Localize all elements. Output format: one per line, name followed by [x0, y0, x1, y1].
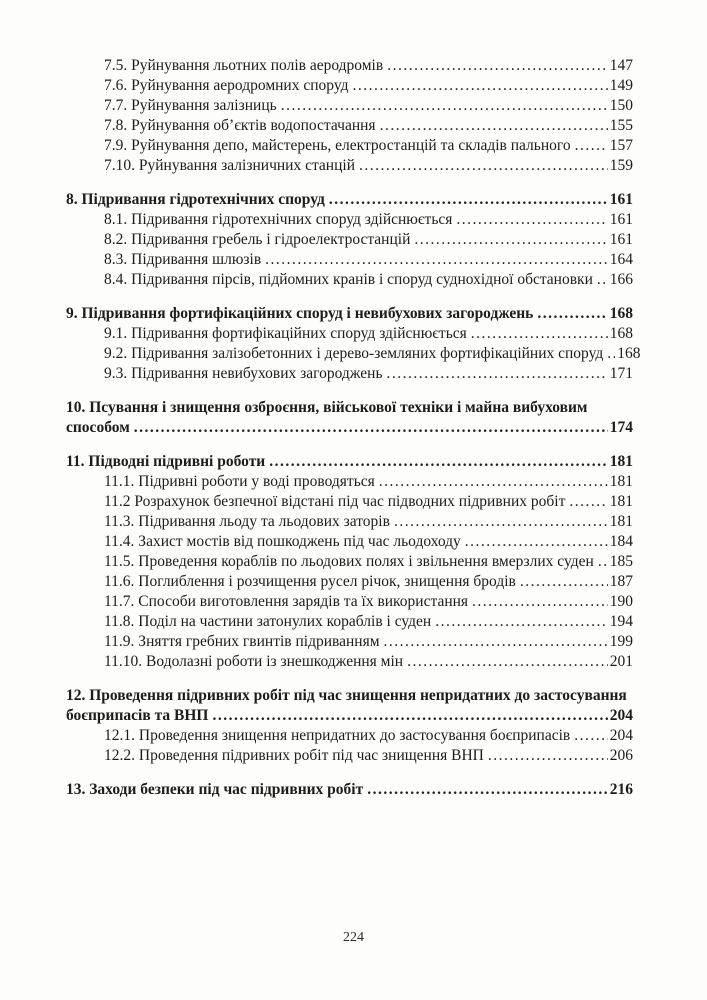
toc-page-number: 204: [609, 707, 633, 724]
toc-entry-label: 11.8. Поділ на частини затонулих кораблів і суден: [104, 613, 432, 630]
toc-group: [66, 304, 641, 384]
toc-entry: [66, 472, 633, 492]
toc-entry-label: 7.6. Руйнування аеродромних споруд: [104, 77, 349, 94]
dot-leader: [472, 592, 608, 612]
dot-leader: [352, 76, 607, 96]
toc-entry: [66, 726, 633, 746]
toc-page-number: 147: [609, 57, 633, 74]
toc-page-number: 159: [609, 157, 633, 174]
toc-page-number: 181: [609, 493, 633, 510]
toc-entry: [66, 116, 633, 136]
toc-entry-label: 7.10. Руйнування залізничних станцій: [104, 157, 355, 174]
toc-group: [66, 190, 633, 290]
dot-leader: [379, 472, 608, 492]
toc-page-number: 168: [609, 305, 633, 322]
toc-entry: [66, 492, 633, 512]
toc-chapter-entry: [66, 706, 633, 726]
dot-leader: [574, 726, 608, 746]
toc-entry-label: 11.4. Захист мостів від пошкоджень під час льодоходу: [104, 533, 461, 550]
toc-entry: [66, 592, 633, 612]
toc-group: [66, 780, 633, 800]
footer-page-number: 224: [343, 930, 364, 945]
toc-page-number: 149: [609, 77, 633, 94]
toc-entry: [66, 512, 633, 532]
toc-page-number: 184: [609, 533, 633, 550]
toc-page-number: 204: [609, 727, 633, 744]
toc-group: [66, 686, 633, 766]
toc-entry: [66, 552, 633, 572]
toc-entry-label: 11.9. Зняття гребних гвинтів підриванням: [104, 633, 380, 650]
toc-page-number: 194: [609, 613, 633, 630]
table-of-contents: [66, 56, 641, 814]
toc-page-number: 161: [609, 231, 633, 248]
toc-entry-label: 7.8. Руйнування об’єктів водопостачання: [104, 117, 376, 134]
toc-chapter-entry: [66, 686, 633, 706]
toc-entry-label: 12.1. Проведення знищення непридатних до застосування боєприпасів: [104, 727, 571, 744]
toc-entry: [66, 96, 633, 116]
toc-entry-label: 9. Підривання фортифікаційних споруд і невибухових загороджень: [66, 305, 534, 322]
dot-leader: [134, 418, 608, 438]
toc-entry: [66, 746, 633, 766]
toc-entry-label: 9.3. Підривання невибухових загороджень: [104, 365, 383, 382]
toc-page-number: 164: [609, 251, 633, 268]
toc-entry-label: способом: [66, 419, 130, 436]
toc-entry: [66, 136, 633, 156]
dot-leader: [456, 210, 607, 230]
toc-page-number: 168: [617, 345, 641, 362]
toc-entry: [66, 652, 633, 672]
toc-entry-label: 13. Заходи безпеки під час підривних робіт: [66, 781, 364, 798]
toc-page-number: 150: [609, 97, 633, 114]
dot-leader: [212, 706, 607, 726]
toc-entry-label: 7.7. Руйнування залізниць: [104, 97, 277, 114]
dot-leader: [329, 190, 608, 210]
toc-entry-label: боєприпасів та ВНП: [66, 707, 209, 724]
dot-leader: [407, 652, 608, 672]
toc-entry-label: 7.5. Руйнування льотних полів аеродромів: [104, 57, 384, 74]
dot-leader: [281, 96, 608, 116]
toc-page-number: 201: [609, 653, 633, 670]
toc-page-number: 181: [609, 473, 633, 490]
toc-page-number: 161: [609, 191, 633, 208]
toc-entry: [66, 632, 633, 652]
toc-group: [66, 398, 633, 438]
toc-entry-label: 11.3. Підривання льоду та льодових заторів: [104, 513, 390, 530]
toc-entry-label: 8.3. Підривання шлюзів: [104, 251, 262, 268]
toc-entry-label: 11.7. Способи виготовлення зарядів та їх використання: [104, 593, 469, 610]
toc-page-number: 187: [609, 573, 633, 590]
dot-leader: [520, 572, 608, 592]
toc-page-number: 206: [609, 747, 633, 764]
dot-leader: [394, 512, 608, 532]
toc-entry-label: 11.2 Розрахунок безпечної відстані під час підводних підривних робіт: [104, 493, 566, 510]
toc-entry-label: 9.1. Підривання фортифікаційних споруд здійснюється: [104, 325, 467, 342]
toc-chapter-entry: [66, 418, 633, 438]
dot-leader: [488, 746, 608, 766]
dot-leader: [387, 364, 608, 384]
toc-chapter-entry: [66, 190, 633, 210]
toc-page-number: 168: [609, 325, 633, 342]
toc-entry: [66, 344, 641, 364]
toc-entry: [66, 230, 633, 250]
toc-entry: [66, 364, 633, 384]
toc-page-number: 174: [609, 419, 633, 436]
toc-entry-label: 11.6. Поглиблення і розчищення русел річок, знищення бродів: [104, 573, 516, 590]
dot-leader: [435, 612, 608, 632]
toc-page-number: 166: [609, 271, 633, 288]
toc-entry: [66, 572, 633, 592]
toc-entry-label: 11.5. Проведення кораблів по льодових полях і звільнення вмерзлих суден: [104, 553, 594, 570]
toc-entry: [66, 270, 633, 290]
dot-leader: [465, 532, 608, 552]
dot-leader: [471, 324, 608, 344]
toc-page-number: 199: [609, 633, 633, 650]
toc-entry-label: 12. Проведення підривних робіт під час знищення непридатних до застосування: [66, 687, 627, 704]
toc-page-number: 181: [609, 453, 633, 470]
toc-entry-label: 8.1. Підривання гідротехнічних споруд здійснюється: [104, 211, 453, 228]
toc-group: [66, 452, 633, 672]
toc-entry: [66, 56, 633, 76]
toc-page-number: 216: [609, 781, 633, 798]
toc-entry-label: 11.1. Підривні роботи у воді проводяться: [104, 473, 375, 490]
dot-leader: [384, 632, 608, 652]
dot-leader: [367, 780, 608, 800]
dot-leader: [387, 56, 608, 76]
toc-entry-label: 12.2. Проведення підривних робіт під час знищення ВНП: [104, 747, 484, 764]
dot-leader: [269, 452, 608, 472]
toc-entry-label: 7.9. Руйнування депо, майстерень, електростанцій та складів пального: [104, 137, 571, 154]
toc-page-number: 155: [609, 117, 633, 134]
toc-entry-label: 10. Псування і знищення озброєння, військової техніки і майна вибуховим: [66, 399, 588, 416]
toc-entry: [66, 612, 633, 632]
toc-entry-label: 11. Підводні підривні роботи: [66, 453, 266, 470]
dot-leader: [359, 156, 608, 176]
dot-leader: [598, 552, 608, 572]
toc-entry: [66, 250, 633, 270]
dot-leader: [265, 250, 608, 270]
toc-entry-label: 11.10. Водолазні роботи із знешкодження мін: [104, 653, 404, 670]
toc-entry-label: 8.4. Підривання пірсів, підйомних кранів і споруд суднохідної обстановки: [104, 271, 593, 288]
dot-leader: [597, 270, 608, 290]
toc-chapter-entry: [66, 780, 633, 800]
toc-page-number: 185: [609, 553, 633, 570]
dot-leader: [575, 136, 608, 156]
dot-leader: [537, 304, 607, 324]
toc-chapter-entry: [66, 452, 633, 472]
toc-entry-label: 8. Підривання гідротехнічних споруд: [66, 191, 325, 208]
toc-chapter-entry: [66, 304, 633, 324]
toc-page-number: 181: [609, 513, 633, 530]
toc-group: [66, 56, 633, 176]
toc-page-number: 157: [609, 137, 633, 154]
dot-leader: [607, 344, 615, 364]
toc-entry: [66, 156, 633, 176]
dot-leader: [380, 116, 608, 136]
toc-entry: [66, 532, 633, 552]
toc-page-number: 190: [609, 593, 633, 610]
toc-entry: [66, 324, 633, 344]
dot-leader: [414, 230, 607, 250]
toc-entry: [66, 76, 633, 96]
toc-page-number: 161: [609, 211, 633, 228]
toc-entry-label: 8.2. Підривання гребель і гідроелектростанцій: [104, 231, 411, 248]
toc-entry: [66, 210, 633, 230]
toc-entry-label: 9.2. Підривання залізобетонних і дерево-земляних фортифікаційних споруд: [104, 345, 604, 362]
toc-page-number: 171: [609, 365, 633, 382]
toc-chapter-entry: [66, 398, 633, 418]
dot-leader: [569, 492, 607, 512]
